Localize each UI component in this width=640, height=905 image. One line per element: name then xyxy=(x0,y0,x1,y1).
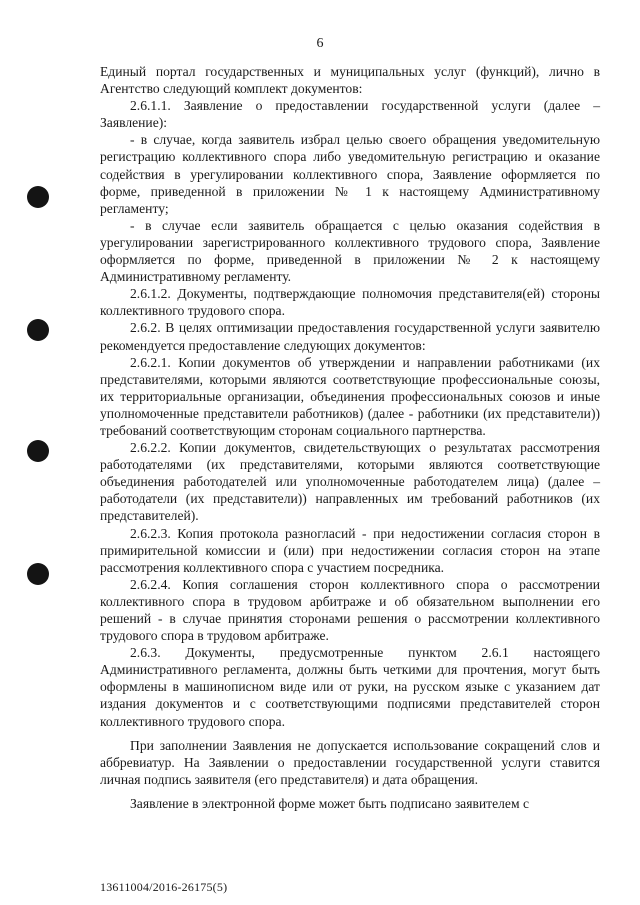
paragraph-2-6-2: 2.6.2. В целях оптимизации предоставления государственной услуги заявителю рекомендуется предоставление следующих документов: xyxy=(100,320,600,353)
page-number: 6 xyxy=(316,36,324,51)
paragraph-2-6-2-3: 2.6.2.3. Копия протокола разногласий - при недостижении согласия сторон в примирительной комиссии и (или) при недостижении согласия сторон на этапе рассмотрения коллективного спора с участием посредника. xyxy=(100,525,600,575)
paragraph-2-6-2-4: 2.6.2.4. Копия соглашения сторон коллективного спора о рассмотрении коллективного спора в трудовом арбитраже и об обязательном выполнении его решений - в случае принятия сторонами решения о рассмотрении коллективного трудового спора в трудовом арбитраже. xyxy=(100,576,600,644)
paragraph-case-1: - в случае, когда заявитель избрал целью своего обращения уведомительную регистрацию коллективного спора либо уведомительную регистрацию и оказание содействия в урегулировании коллективного спора, Заявление оформляется по форме, приведенной в приложении № 1 к настоящему Административному регламенту; xyxy=(100,132,600,216)
paragraph-2-6-3: 2.6.3. Документы, предусмотренные пунктом 2.6.1 настоящего Административного регламента, должны быть четкими для прочтения, могут быть оформлены в машинописном виде или от руки, на русском языке с указанием дат издания документов и с соответствующими подписями представителей сторон коллективного трудового спора. xyxy=(100,645,600,729)
paragraph-electronic-form: Заявление в электронной форме может быть подписано заявителем с xyxy=(130,795,529,811)
paragraph-intro: Единый портал государственных и муниципальных услуг (функций), лично в Агентство следующий комплект документов: xyxy=(100,64,600,97)
document-code: 13611004/2016-26175(5) xyxy=(100,880,228,894)
paragraph-2-6-2-1: 2.6.2.1. Копии документов об утверждении и направлении работниками (их представителями, которыми являются соответствующие профессиональные союзы, их территориальные организации, объединения профессиональных союзов и иные уполномоченные представители работников) (далее - работники (их представители)) требований соответствующим сторонам социального партнерства. xyxy=(100,354,600,438)
punch-hole-1 xyxy=(27,186,49,208)
paragraph-2-6-1-1: 2.6.1.1. Заявление о предоставлении государственной услуги (далее – Заявление): xyxy=(100,98,600,131)
paragraph-abbreviations: При заполнении Заявления не допускается использование сокращений слов и аббревиатур. На Заявлении о предоставлении государственной услуги ставится личная подпись заявителя (его представителя) и дата обращения. xyxy=(100,737,600,787)
paragraph-case-2: - в случае если заявитель обращается с целью оказания содействия в урегулировании зарегистрированного коллективного трудового спора, Заявление оформляется по форме, приведенной в приложении № 2 к настоящему Административному регламенту. xyxy=(100,217,600,285)
document-body xyxy=(100,63,600,812)
punch-hole-2 xyxy=(27,319,49,341)
punch-hole-4 xyxy=(27,563,49,585)
paragraph-2-6-1-2: 2.6.1.2. Документы, подтверждающие полномочия представителя(ей) стороны коллективного трудового спора. xyxy=(100,286,600,319)
punch-hole-3 xyxy=(27,440,49,462)
paragraph-2-6-2-2: 2.6.2.2. Копии документов, свидетельствующих о результатах рассмотрения работодателями (их представителями, которыми являются соответствующие объединения работодателей или уполномоченные работодателем лица) (далее – работодатели (их представители)) направленных им требований работников (их представителей). xyxy=(100,440,600,524)
